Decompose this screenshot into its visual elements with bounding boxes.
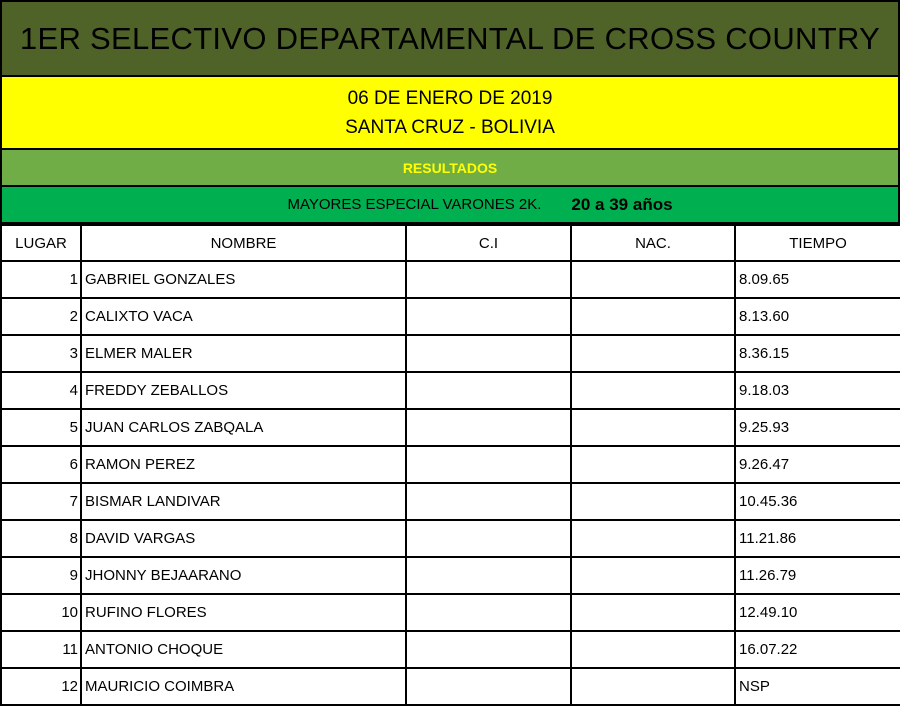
place-cell: 9 (1, 557, 81, 594)
category-banner (0, 187, 900, 224)
table-row (1, 631, 900, 668)
table-row (1, 557, 900, 594)
results-table (0, 224, 900, 706)
nationality-cell (571, 446, 735, 483)
results-heading: RESULTADOS (0, 150, 900, 187)
ci-cell (406, 298, 571, 335)
name-cell: GABRIEL GONZALES (81, 261, 406, 298)
ci-cell (406, 594, 571, 631)
name-cell: ANTONIO CHOQUE (81, 631, 406, 668)
age-range: 20 a 39 años (571, 194, 673, 214)
table-row (1, 372, 900, 409)
name-cell: CALIXTO VACA (81, 298, 406, 335)
ci-cell (406, 446, 571, 483)
place-cell: 1 (1, 261, 81, 298)
table-row (1, 483, 900, 520)
nationality-cell (571, 261, 735, 298)
nationality-cell (571, 520, 735, 557)
table-row (1, 409, 900, 446)
name-cell: DAVID VARGAS (81, 520, 406, 557)
place-cell: 7 (1, 483, 81, 520)
column-header-time: TIEMPO (735, 225, 900, 261)
name-cell: RAMON PEREZ (81, 446, 406, 483)
nationality-cell (571, 594, 735, 631)
name-cell: JHONNY BEJAARANO (81, 557, 406, 594)
ci-cell (406, 668, 571, 705)
table-row (1, 335, 900, 372)
name-cell: RUFINO FLORES (81, 594, 406, 631)
time-cell: 16.07.22 (735, 631, 900, 668)
place-cell: 4 (1, 372, 81, 409)
place-cell: 8 (1, 520, 81, 557)
table-header-row (1, 225, 900, 261)
place-cell: 3 (1, 335, 81, 372)
column-header-nationality: NAC. (571, 225, 735, 261)
time-cell: 8.09.65 (735, 261, 900, 298)
place-cell: 11 (1, 631, 81, 668)
nationality-cell (571, 298, 735, 335)
place-cell: 5 (1, 409, 81, 446)
table-row (1, 520, 900, 557)
ci-cell (406, 557, 571, 594)
time-cell: 11.26.79 (735, 557, 900, 594)
column-header-name: NOMBRE (81, 225, 406, 261)
category-label: MAYORES ESPECIAL VARONES 2K. (287, 196, 542, 213)
event-location: SANTA CRUZ - BOLIVIA (345, 116, 555, 138)
nationality-cell (571, 631, 735, 668)
time-cell: 9.18.03 (735, 372, 900, 409)
column-header-place: LUGAR (1, 225, 81, 261)
ci-cell (406, 631, 571, 668)
nationality-cell (571, 557, 735, 594)
nationality-cell (571, 409, 735, 446)
ci-cell (406, 372, 571, 409)
table-row (1, 298, 900, 335)
ci-cell (406, 483, 571, 520)
nationality-cell (571, 483, 735, 520)
ci-cell (406, 261, 571, 298)
table-row (1, 261, 900, 298)
place-cell: 12 (1, 668, 81, 705)
time-cell: 8.13.60 (735, 298, 900, 335)
place-cell: 2 (1, 298, 81, 335)
time-cell: 12.49.10 (735, 594, 900, 631)
event-title: 1ER SELECTIVO DEPARTAMENTAL DE CROSS COUNTRY (0, 0, 900, 77)
time-cell: NSP (735, 668, 900, 705)
nationality-cell (571, 668, 735, 705)
name-cell: FREDDY ZEBALLOS (81, 372, 406, 409)
name-cell: MAURICIO COIMBRA (81, 668, 406, 705)
nationality-cell (571, 372, 735, 409)
place-cell: 6 (1, 446, 81, 483)
time-cell: 9.26.47 (735, 446, 900, 483)
name-cell: JUAN CARLOS ZABQALA (81, 409, 406, 446)
time-cell: 11.21.86 (735, 520, 900, 557)
event-date-location (0, 77, 900, 150)
time-cell: 10.45.36 (735, 483, 900, 520)
name-cell: BISMAR LANDIVAR (81, 483, 406, 520)
table-row (1, 446, 900, 483)
ci-cell (406, 520, 571, 557)
ci-cell (406, 335, 571, 372)
place-cell: 10 (1, 594, 81, 631)
time-cell: 9.25.93 (735, 409, 900, 446)
nationality-cell (571, 335, 735, 372)
event-date: 06 DE ENERO DE 2019 (347, 87, 553, 109)
column-header-ci: C.I (406, 225, 571, 261)
ci-cell (406, 409, 571, 446)
name-cell: ELMER MALER (81, 335, 406, 372)
table-row (1, 594, 900, 631)
time-cell: 8.36.15 (735, 335, 900, 372)
table-row (1, 668, 900, 705)
